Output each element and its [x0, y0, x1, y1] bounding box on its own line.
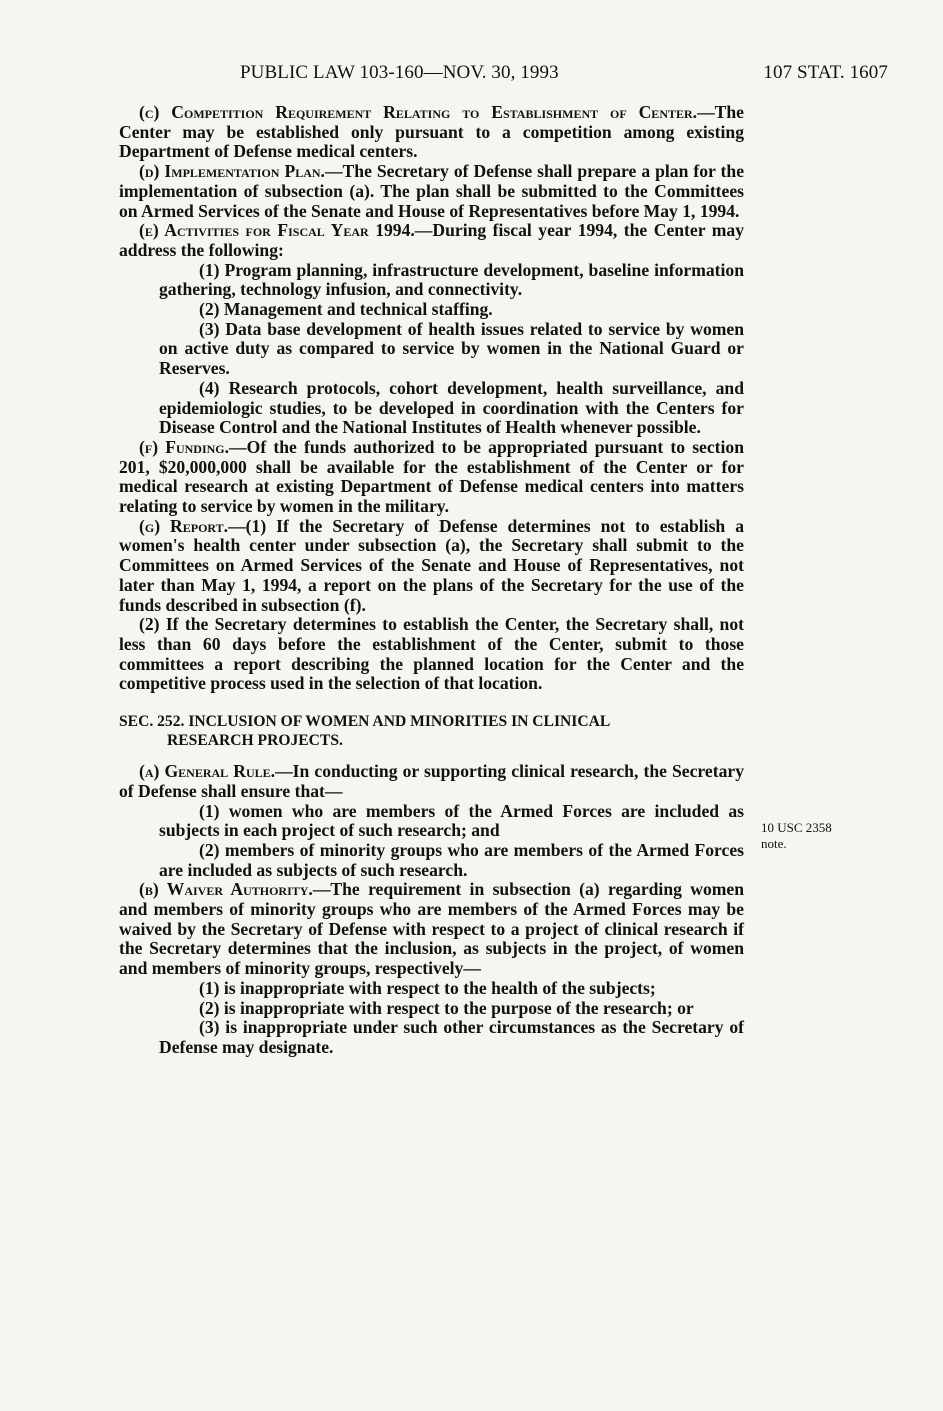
- paragraph-c-text: —The Center may be established only pursuant to a competition among existing Department of Defense medical centers.: [119, 102, 744, 162]
- paragraph-c: [119, 103, 744, 162]
- paragraph-g-heading: (g) Report.: [139, 515, 229, 536]
- paragraph-e-3: (3) Data base development of health issues related to service by women on active duty as compared to service by women in the National Guard or Reserves.: [159, 318, 744, 379]
- paragraph-f-text: —Of the funds authorized to be appropriated pursuant to section 201, $20,000,000 shall be available for the establishment of the Center or for medical research at existing Department of Defense medical centers into matters relating to service by women in the military.: [119, 436, 744, 517]
- sec252-paragraph-b-3: (3) is inappropriate under such other circumstances as the Secretary of Defense may designate.: [159, 1017, 744, 1057]
- marginal-note: [761, 820, 832, 852]
- paragraph-f: [119, 438, 744, 517]
- sec252-paragraph-b-2: (2) is inappropriate with respect to the purpose of the research; or: [199, 997, 694, 1018]
- sec252-b-text: —The requirement in subsection (a) regarding women and members of minority groups who are members of the Armed Forces may be waived by the Secretary of Defense with respect to a project of clinical research if the Secretary determines that the inclusion, as subjects in the project, of women and members of minority groups, respectively—: [119, 879, 744, 979]
- paragraph-g-2: (2) If the Secretary determines to establish the Center, the Secretary shall, not less than 60 days before the establishment of the Center, submit to those committees a report describing the planned location for the Center and the competitive process used in the selection of that location.: [119, 614, 744, 694]
- sec252-paragraph-b: [119, 880, 744, 979]
- paragraph-d: [119, 162, 744, 221]
- paragraph-e: [119, 221, 744, 260]
- document-body: [119, 103, 744, 1058]
- sec252-paragraph-a-1: (1) women who are members of the Armed Forces are included as subjects in each project of such research; and: [159, 800, 744, 841]
- marginal-note-citation: 10 USC 2358: [761, 820, 832, 835]
- public-law-citation: PUBLIC LAW 103-160—NOV. 30, 1993: [240, 62, 559, 83]
- paragraph-e-text: —During fiscal year 1994, the Center may address the following:: [119, 220, 744, 260]
- sec252-paragraph-a: [119, 762, 744, 801]
- statute-page-number: 107 STAT. 1607: [763, 62, 888, 83]
- paragraph-g: [119, 517, 744, 616]
- section-252-heading: [119, 712, 744, 750]
- paragraph-e-1: (1) Program planning, infrastructure development, baseline information gathering, technology infusion, and connectivity.: [159, 259, 744, 300]
- sec252-b-heading: (b) Waiver Authority.: [139, 879, 313, 900]
- paragraph-g-text: —(1) If the Secretary of Defense determines not to establish a women's health center under subsection (a), the Secretary shall submit to the Committees on Armed Services of the Senate and House of Representatives, not later than May 1, 1994, a report on the plans of the Secretary for the use of the funds described in subsection (f).: [119, 515, 744, 615]
- sec252-a-text: —In conducting or supporting clinical research, the Secretary of Defense shall ensure that—: [119, 761, 744, 801]
- paragraph-e-4: (4) Research protocols, cohort development, health surveillance, and epidemiologic studies, to be developed in coordination with the Centers for Disease Control and the National Institutes of Health whenever possible.: [159, 377, 744, 438]
- paragraph-d-heading: (d) Implementation Plan.: [139, 161, 325, 182]
- marginal-note-label: note.: [761, 836, 787, 851]
- paragraph-e-heading: (e) Activities for Fiscal Year 1994.: [139, 220, 415, 241]
- section-title-line-2: RESEARCH PROJECTS.: [167, 732, 343, 750]
- sec252-a-heading: (a) General Rule.: [139, 761, 276, 782]
- section-title-line-1: SEC. 252. INCLUSION OF WOMEN AND MINORITIES IN CLINICAL: [119, 713, 611, 731]
- page-header: [240, 62, 888, 86]
- sec252-paragraph-b-1: (1) is inappropriate with respect to the health of the subjects;: [199, 977, 656, 998]
- paragraph-c-heading: (c) Competition Requirement Relating to Establishment of Center.: [139, 102, 698, 122]
- paragraph-d-text: —The Secretary of Defense shall prepare a plan for the implementation of subsection (a). The plan shall be submitted to the Committees on Armed Services of the Senate and House of Representatives before May 1, 1994.: [119, 161, 744, 221]
- paragraph-e-2: (2) Management and technical staffing.: [199, 299, 493, 320]
- sec252-paragraph-a-2: (2) members of minority groups who are members of the Armed Forces are included as subjects of such research.: [159, 839, 744, 880]
- paragraph-f-heading: (f) Funding.: [139, 436, 230, 457]
